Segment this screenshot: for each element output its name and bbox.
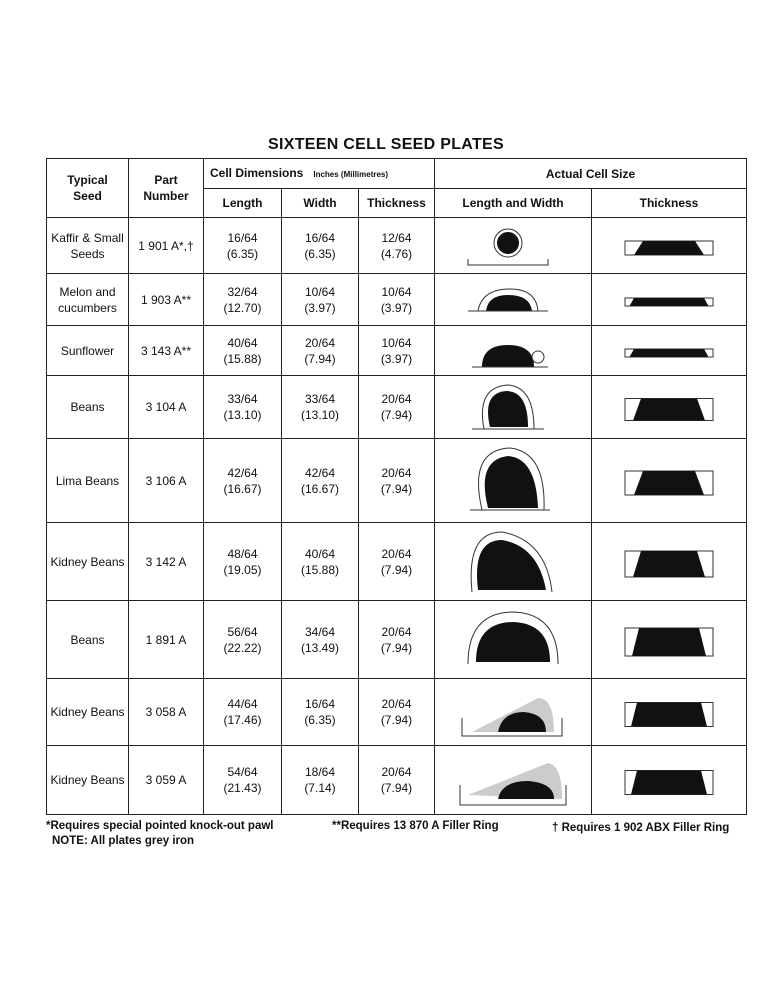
seed-cell: Kidney Beans (47, 679, 129, 746)
thickness-cell-inches: 10/64 (381, 335, 412, 350)
length-cell-inches: 54/64 (227, 765, 258, 779)
width-cell-mm: (13.10) (300, 408, 340, 422)
page-title: SIXTEEN CELL SEED PLATES (268, 136, 504, 153)
table-row (47, 439, 747, 523)
width-cell (282, 218, 359, 274)
thickness-cell (359, 274, 435, 326)
cell-shape-length-width (435, 326, 592, 376)
length-cell (204, 376, 282, 439)
table-row (47, 746, 747, 815)
thickness-cell (359, 679, 435, 746)
header-thickness: Thickness (359, 189, 435, 218)
table-row (47, 376, 747, 439)
width-cell-inches: 33/64 (304, 392, 336, 406)
cell-outline-drawing (458, 749, 568, 812)
length-cell-mm: (13.10) (223, 408, 262, 422)
header-part: Part Number (129, 159, 204, 218)
cell-outline-drawing (458, 682, 568, 743)
footnote-star: *Requires special pointed knock-out pawl (46, 820, 274, 832)
cell-thickness-drawing (619, 525, 719, 599)
cell-shape-length-width (435, 679, 592, 746)
header-width: Width (282, 189, 359, 218)
footnote-note: NOTE: All plates grey iron (52, 835, 195, 847)
length-cell-inches: 16/64 (227, 230, 258, 245)
cell-shape-length-width (435, 218, 592, 274)
width-cell-mm: (6.35) (304, 246, 336, 261)
width-cell-mm: (16.67) (300, 481, 340, 496)
thickness-cell-inches: 20/64 (381, 697, 412, 711)
cell-outline-drawing (458, 604, 568, 676)
width-cell-mm: (7.14) (304, 781, 336, 795)
thickness-cell-inches: 20/64 (381, 624, 412, 639)
cell-shape-length-width (435, 376, 592, 439)
cell-outline-drawing (458, 329, 568, 373)
length-cell-mm: (21.43) (223, 781, 262, 795)
seed-plate-table (46, 158, 747, 815)
length-cell-inches: 56/64 (227, 624, 258, 639)
width-cell-mm: (3.97) (304, 300, 336, 315)
cell-shape-length-width (435, 601, 592, 679)
length-cell (204, 274, 282, 326)
thickness-cell-inches: 20/64 (381, 765, 412, 779)
width-cell-inches: 40/64 (304, 546, 336, 561)
width-cell (282, 523, 359, 601)
cell-thickness-drawing (619, 328, 719, 374)
length-cell-inches: 40/64 (227, 335, 258, 350)
cell-outline-drawing (458, 221, 568, 271)
header-thickness-actual: Thickness (592, 189, 747, 218)
length-cell-mm: (6.35) (226, 246, 259, 261)
width-cell-inches: 42/64 (304, 465, 336, 480)
cell-shape-length-width (435, 523, 592, 601)
width-cell (282, 274, 359, 326)
thickness-cell-mm: (7.94) (380, 640, 413, 655)
header-length-width: Length and Width (435, 189, 592, 218)
part-number-cell: 3 143 A** (129, 326, 204, 376)
thickness-cell-inches: 20/64 (381, 465, 412, 480)
thickness-cell-mm: (3.97) (380, 300, 413, 315)
cell-shape-length-width (435, 746, 592, 815)
seed-cell: Beans (47, 601, 129, 679)
width-cell-mm: (7.94) (304, 351, 336, 366)
width-cell (282, 601, 359, 679)
table-row (47, 274, 747, 326)
width-cell-inches: 18/64 (304, 765, 336, 779)
cell-shape-thickness (592, 218, 747, 274)
width-cell-inches: 16/64 (304, 230, 336, 245)
width-cell (282, 326, 359, 376)
length-cell-mm: (12.70) (223, 300, 262, 315)
cell-thickness-drawing (619, 441, 719, 521)
thickness-cell (359, 601, 435, 679)
length-cell (204, 601, 282, 679)
table-row (47, 326, 747, 376)
cell-outline-drawing (458, 379, 568, 436)
cell-thickness-drawing (619, 748, 719, 813)
cell-shape-thickness (592, 376, 747, 439)
thickness-cell-inches: 20/64 (381, 546, 412, 561)
cell-outline-drawing (458, 526, 568, 598)
width-cell (282, 679, 359, 746)
length-cell (204, 679, 282, 746)
cell-shape-length-width (435, 274, 592, 326)
cell-thickness-drawing (619, 681, 719, 744)
part-number-cell: 1 891 A (129, 601, 204, 679)
width-cell-inches: 20/64 (304, 335, 336, 350)
thickness-cell-mm: (7.94) (380, 781, 413, 795)
table-row (47, 523, 747, 601)
thickness-cell-mm: (7.94) (380, 713, 413, 727)
footnote-dagger: † Requires 1 902 ABX Filler Ring (552, 822, 730, 834)
length-cell-inches: 33/64 (227, 392, 258, 406)
seed-cell: Kidney Beans (47, 523, 129, 601)
header-cell-dimensions (204, 159, 435, 189)
thickness-cell-mm: (7.94) (380, 481, 413, 496)
cell-shape-thickness (592, 439, 747, 523)
seed-cell: Kaffir & Small Seeds (47, 218, 129, 274)
width-cell (282, 376, 359, 439)
length-cell (204, 218, 282, 274)
width-cell-inches: 34/64 (304, 624, 336, 639)
thickness-cell (359, 376, 435, 439)
width-cell-mm: (15.88) (300, 562, 340, 577)
width-cell (282, 439, 359, 523)
part-number-cell: 1 901 A*,† (129, 218, 204, 274)
cell-dims-label: Cell Dimensions (210, 165, 304, 180)
length-cell (204, 746, 282, 815)
length-cell (204, 326, 282, 376)
table-row (47, 679, 747, 746)
table-row (47, 218, 747, 274)
length-cell-mm: (15.88) (223, 351, 262, 366)
footnote-double-star: **Requires 13 870 A Filler Ring (332, 820, 499, 832)
length-cell-inches: 42/64 (227, 465, 258, 480)
thickness-cell-mm: (7.94) (380, 408, 413, 422)
part-number-cell: 3 142 A (129, 523, 204, 601)
width-cell-mm: (13.49) (300, 640, 340, 655)
length-cell-inches: 48/64 (227, 546, 258, 561)
cell-shape-thickness (592, 274, 747, 326)
part-number-cell: 3 059 A (129, 746, 204, 815)
cell-outline-drawing (458, 442, 568, 520)
cell-thickness-drawing (619, 378, 719, 437)
seed-cell: Lima Beans (47, 439, 129, 523)
thickness-cell (359, 523, 435, 601)
header-actual: Actual Cell Size (435, 159, 747, 189)
length-cell-mm: (19.05) (223, 562, 262, 577)
width-cell-inches: 10/64 (304, 284, 336, 299)
length-cell-inches: 32/64 (227, 284, 258, 299)
cell-shape-thickness (592, 523, 747, 601)
cell-shape-thickness (592, 601, 747, 679)
thickness-cell-mm: (3.97) (380, 351, 413, 366)
cell-shape-length-width (435, 439, 592, 523)
length-cell (204, 523, 282, 601)
seed-cell: Kidney Beans (47, 746, 129, 815)
part-number-cell: 1 903 A** (129, 274, 204, 326)
seed-cell: Melon and cucumbers (47, 274, 129, 326)
cell-thickness-drawing (619, 276, 719, 324)
header-length: Length (204, 189, 282, 218)
width-cell-mm: (6.35) (304, 713, 336, 727)
cell-shape-thickness (592, 746, 747, 815)
seed-cell: Beans (47, 376, 129, 439)
thickness-cell (359, 746, 435, 815)
thickness-cell-inches: 12/64 (381, 230, 412, 245)
cell-thickness-drawing (619, 220, 719, 272)
seed-cell: Sunflower (47, 326, 129, 376)
length-cell (204, 439, 282, 523)
width-cell-inches: 16/64 (304, 697, 336, 711)
length-cell-mm: (17.46) (223, 713, 262, 727)
thickness-cell (359, 439, 435, 523)
cell-outline-drawing (458, 277, 568, 323)
part-number-cell: 3 058 A (129, 679, 204, 746)
part-number-cell: 3 106 A (129, 439, 204, 523)
length-cell-mm: (22.22) (223, 640, 262, 655)
cell-shape-thickness (592, 326, 747, 376)
thickness-cell (359, 326, 435, 376)
length-cell-mm: (16.67) (223, 481, 262, 496)
part-number-cell: 3 104 A (129, 376, 204, 439)
thickness-cell-inches: 20/64 (381, 392, 412, 406)
thickness-cell (359, 218, 435, 274)
width-cell (282, 746, 359, 815)
length-cell-inches: 44/64 (227, 697, 258, 711)
cell-shape-thickness (592, 679, 747, 746)
header-seed: Typical Seed (47, 159, 129, 218)
units-label: Inches (Millimetres) (313, 169, 389, 179)
thickness-cell-mm: (7.94) (380, 562, 413, 577)
thickness-cell-mm: (4.76) (380, 246, 413, 261)
table-row (47, 601, 747, 679)
thickness-cell-inches: 10/64 (381, 284, 412, 299)
cell-thickness-drawing (619, 603, 719, 677)
